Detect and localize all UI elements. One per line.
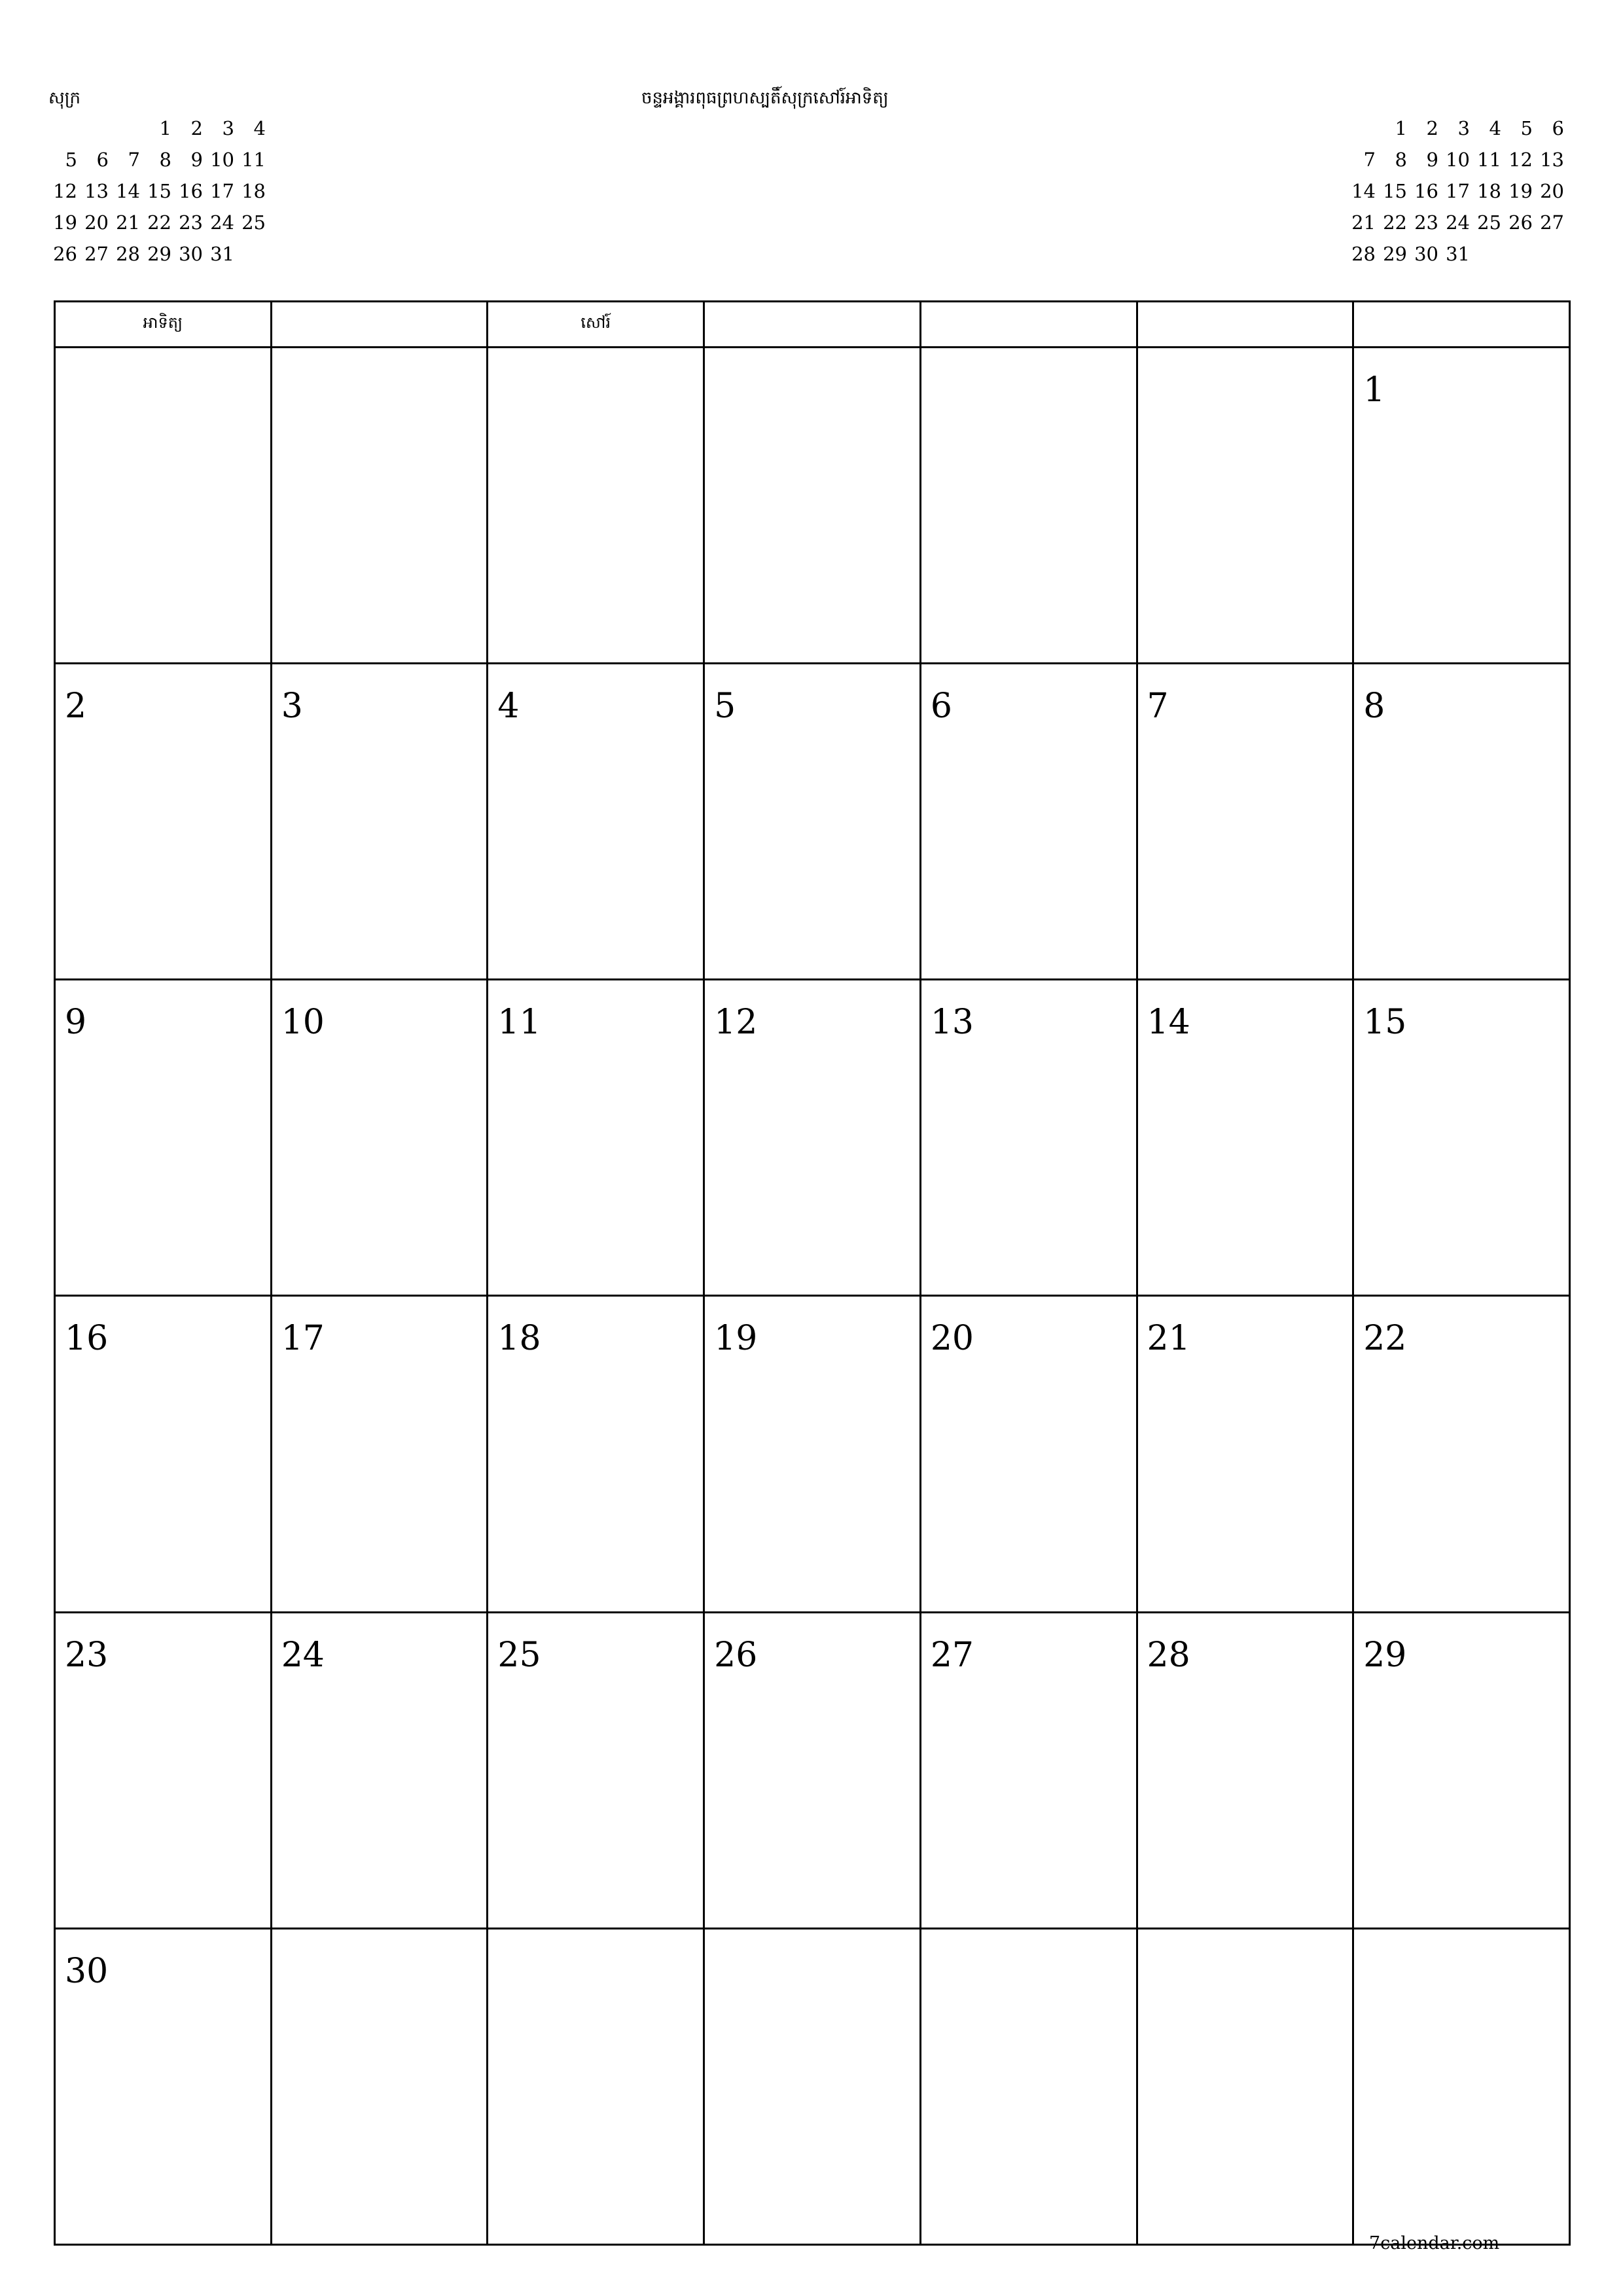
day-number: 30 [65, 1951, 109, 1991]
mini-calendar-day: 27 [1540, 211, 1564, 234]
mini-calendar-day: 22 [147, 211, 171, 234]
weekday-header [920, 302, 1137, 348]
day-cell[interactable] [55, 348, 272, 664]
month-grid [54, 300, 1571, 2246]
day-cell[interactable] [55, 1928, 272, 2244]
day-number: 14 [1147, 1003, 1190, 1043]
mini-calendar-day: 10 [1446, 149, 1470, 171]
day-number: 7 [1147, 687, 1169, 726]
mini-calendar-day [1347, 113, 1378, 144]
week-row [55, 980, 1570, 1296]
weekday-header-row [55, 302, 1570, 348]
mini-calendar-day: 15 [147, 180, 171, 202]
day-cell[interactable] [704, 980, 921, 1296]
mini-calendar-day: 20 [84, 211, 109, 234]
mini-calendar-day: 13 [1540, 149, 1564, 171]
mini-calendar-day: 17 [210, 180, 234, 202]
mini-calendar-day [1535, 238, 1567, 270]
mini-calendar-day: 4 [1489, 117, 1501, 139]
mini-calendar-day: 27 [84, 243, 109, 265]
day-cell[interactable] [271, 980, 488, 1296]
mini-calendar-day: 16 [179, 180, 203, 202]
day-cell[interactable] [271, 348, 488, 664]
weekday-header [1137, 302, 1353, 348]
mini-calendar-day: 12 [53, 180, 77, 202]
day-number: 1 [1363, 370, 1385, 410]
day-number: 25 [497, 1635, 541, 1675]
mini-calendar-day: 13 [84, 180, 109, 202]
mini-calendar-day: 25 [241, 211, 266, 234]
week-row [55, 348, 1570, 664]
day-number: 21 [1147, 1319, 1190, 1359]
mini-calendar-day [1472, 238, 1504, 270]
mini-calendar-day: 9 [190, 149, 203, 171]
weekday-header [704, 302, 921, 348]
day-cell[interactable] [1353, 980, 1570, 1296]
day-number: 29 [1363, 1635, 1407, 1675]
mini-calendar-day [111, 113, 143, 144]
day-cell[interactable] [55, 1296, 272, 1612]
day-cell[interactable] [920, 1612, 1137, 1928]
day-cell[interactable] [55, 1612, 272, 1928]
day-number: 17 [281, 1319, 325, 1359]
day-number: 13 [930, 1003, 974, 1043]
mini-calendar-day: 6 [96, 149, 109, 171]
day-number: 24 [281, 1635, 325, 1675]
day-number: 26 [714, 1635, 758, 1675]
mini-calendar-day: 9 [1426, 149, 1438, 171]
previous-month-mini-calendar [48, 113, 268, 270]
weekday-header [271, 302, 488, 348]
day-cell[interactable] [55, 980, 272, 1296]
mini-calendar-day: 30 [1414, 243, 1438, 265]
day-number: 18 [497, 1319, 541, 1359]
day-number: 10 [281, 1003, 325, 1043]
day-cell[interactable] [271, 664, 488, 980]
day-cell[interactable] [1137, 1928, 1353, 2244]
mini-calendar-day: 25 [1477, 211, 1501, 234]
mini-calendar-day: 5 [1520, 117, 1533, 139]
day-cell[interactable] [704, 1928, 921, 2244]
week-row [55, 1612, 1570, 1928]
mini-calendar-day: 28 [1351, 243, 1376, 265]
day-cell[interactable] [704, 1612, 921, 1928]
mini-calendar-day: 22 [1383, 211, 1407, 234]
mini-calendar-day: 3 [1457, 117, 1470, 139]
day-cell[interactable] [704, 664, 921, 980]
mini-calendar-day: 30 [179, 243, 203, 265]
mini-calendar-day: 2 [1426, 117, 1438, 139]
day-cell[interactable] [271, 1928, 488, 2244]
day-cell[interactable] [1137, 980, 1353, 1296]
mini-calendar-day: 19 [1508, 180, 1533, 202]
day-cell[interactable] [55, 664, 272, 980]
mini-calendar-day: 28 [116, 243, 140, 265]
day-number: 11 [497, 1003, 541, 1043]
day-cell[interactable] [271, 1296, 488, 1612]
day-cell[interactable] [1353, 1928, 1570, 2244]
mini-calendar-day: 29 [147, 243, 171, 265]
mini-calendar-day: 11 [1477, 149, 1501, 171]
mini-calendar-day: 23 [1414, 211, 1438, 234]
day-number: 23 [65, 1635, 109, 1675]
mini-calendar-day: 26 [1508, 211, 1533, 234]
day-number: 15 [1363, 1003, 1407, 1043]
day-cell[interactable] [271, 1612, 488, 1928]
site-watermark: 7calendar.com [1369, 2233, 1500, 2253]
mini-calendar-day: 31 [1446, 243, 1470, 265]
day-number: 19 [714, 1319, 758, 1359]
page-title: ចន្ទអង្គារពុធព្រហស្បតិ៍សុក្រសៅរ៍អាទិត្យ [641, 88, 889, 108]
day-cell[interactable] [488, 348, 704, 664]
mini-calendar-day: 12 [1508, 149, 1533, 171]
mini-calendar-day [1504, 238, 1535, 270]
mini-calendar-day: 10 [210, 149, 234, 171]
weekday-header [1353, 302, 1570, 348]
day-cell[interactable] [1137, 1612, 1353, 1928]
day-cell[interactable] [1137, 1296, 1353, 1612]
week-row [55, 1928, 1570, 2244]
day-number: 27 [930, 1635, 974, 1675]
mini-calendar-day: 20 [1540, 180, 1564, 202]
mini-calendar-day: 24 [1446, 211, 1470, 234]
day-cell[interactable] [488, 980, 704, 1296]
mini-calendar-day: 8 [159, 149, 171, 171]
day-cell[interactable] [920, 1928, 1137, 2244]
mini-calendar-day: 18 [241, 180, 266, 202]
weekday-header: អាទិត្យ [55, 302, 272, 348]
day-number: 8 [1363, 687, 1385, 726]
day-cell[interactable] [1353, 1612, 1570, 1928]
previous-month-title: សុក្រ [48, 88, 81, 108]
day-cell[interactable] [920, 1296, 1137, 1612]
day-number: 5 [714, 687, 736, 726]
day-number: 4 [497, 687, 520, 726]
mini-calendar-day: 19 [53, 211, 77, 234]
day-number: 3 [281, 687, 303, 726]
day-number: 12 [714, 1003, 758, 1043]
day-cell[interactable] [1353, 664, 1570, 980]
mini-calendar-day [237, 238, 268, 270]
weekday-header: សៅរ៍ [488, 302, 704, 348]
mini-calendar-day: 24 [210, 211, 234, 234]
day-cell[interactable] [704, 1296, 921, 1612]
mini-calendar-day: 3 [222, 117, 234, 139]
mini-calendar-day [48, 113, 80, 144]
mini-calendar-day: 6 [1552, 117, 1564, 139]
day-cell[interactable] [1137, 348, 1353, 664]
day-cell[interactable] [920, 664, 1137, 980]
week-row [55, 664, 1570, 980]
mini-calendar-day: 5 [65, 149, 77, 171]
day-number: 9 [65, 1003, 87, 1043]
mini-calendar-day: 14 [116, 180, 140, 202]
day-number: 22 [1363, 1319, 1407, 1359]
mini-calendar-day: 21 [1351, 211, 1376, 234]
mini-calendar-day: 31 [210, 243, 234, 265]
day-cell[interactable] [488, 1612, 704, 1928]
weeks-body [55, 348, 1570, 2245]
day-cell[interactable] [1353, 1296, 1570, 1612]
mini-calendar-day: 1 [159, 117, 171, 139]
mini-calendar-day: 7 [1363, 149, 1376, 171]
mini-calendar-day: 29 [1383, 243, 1407, 265]
day-cell[interactable] [488, 1296, 704, 1612]
day-cell[interactable] [488, 1928, 704, 2244]
day-number: 16 [65, 1319, 109, 1359]
mini-calendar-day: 11 [241, 149, 266, 171]
next-month-mini-calendar [1347, 113, 1567, 270]
mini-calendar-day: 18 [1477, 180, 1501, 202]
week-row [55, 1296, 1570, 1612]
day-cell[interactable] [920, 980, 1137, 1296]
day-cell[interactable] [488, 664, 704, 980]
day-cell[interactable] [920, 348, 1137, 664]
mini-calendar-day: 7 [128, 149, 140, 171]
mini-calendar-day: 1 [1395, 117, 1407, 139]
day-number: 20 [930, 1319, 974, 1359]
mini-calendar-day: 17 [1446, 180, 1470, 202]
mini-calendar-day: 23 [179, 211, 203, 234]
mini-calendar-day: 15 [1383, 180, 1407, 202]
day-number: 6 [930, 687, 952, 726]
day-number: 28 [1147, 1635, 1190, 1675]
mini-calendar-day: 16 [1414, 180, 1438, 202]
mini-calendar-day [80, 113, 111, 144]
day-cell[interactable] [704, 348, 921, 664]
mini-calendar-day: 14 [1351, 180, 1376, 202]
mini-calendar-day: 21 [116, 211, 140, 234]
mini-calendar-day: 26 [53, 243, 77, 265]
day-cell[interactable] [1137, 664, 1353, 980]
day-cell[interactable] [1353, 348, 1570, 664]
day-number: 2 [65, 687, 87, 726]
mini-calendar-day: 8 [1395, 149, 1407, 171]
mini-calendar-day: 4 [253, 117, 266, 139]
mini-calendar-day: 2 [190, 117, 203, 139]
